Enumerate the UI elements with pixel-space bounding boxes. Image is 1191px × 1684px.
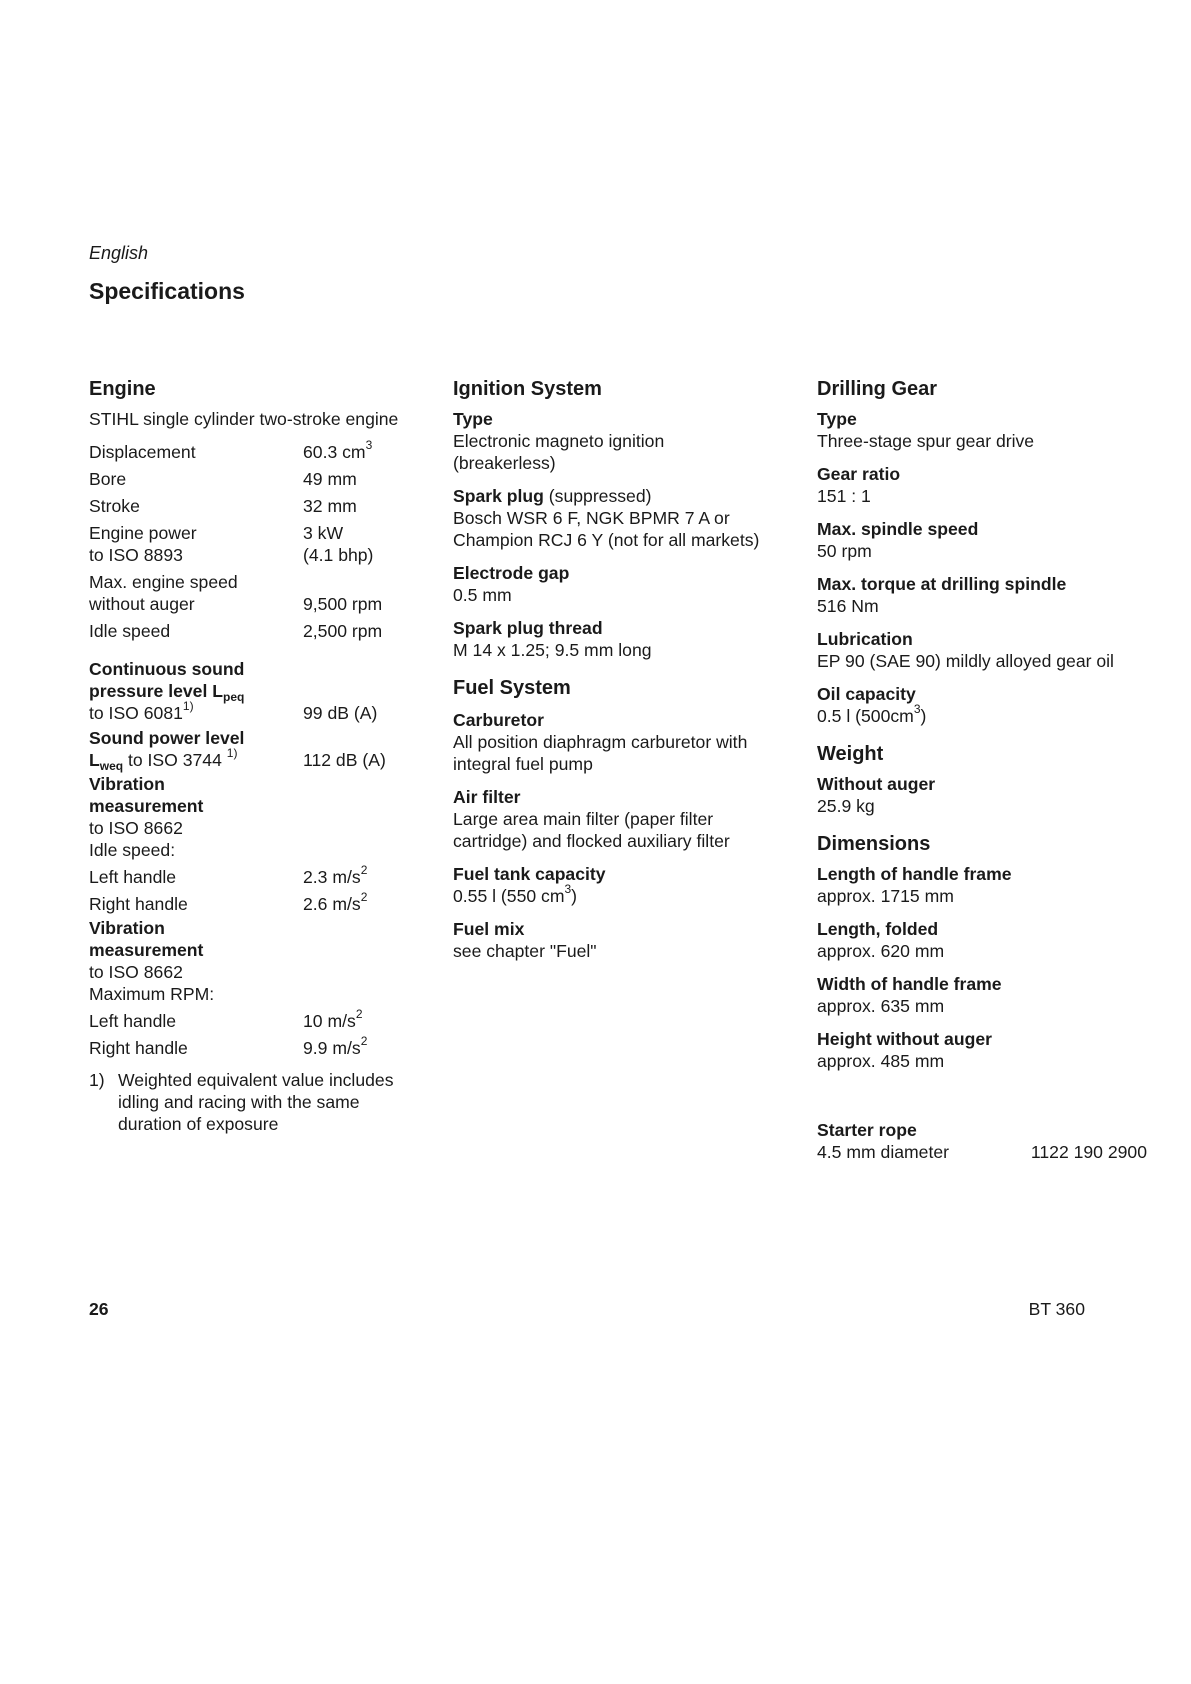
height-without-auger: Height without auger approx. 485 mm — [817, 1029, 992, 1071]
spark-plug-thread: Spark plug thread M 14 x 1.25; 9.5 mm long — [453, 618, 652, 660]
vibration-max-block: Vibration measurement to ISO 8662 Maximum RPM: Left handle 10 $m/s^2$ Right handle 9.9 $m/s^2$ — [89, 917, 429, 1059]
spark-plug: Spark plug (suppressed) Bosch WSR 6 F, NGK BPMR 7 A or Champion RCJ 6 Y (not for all markets) — [453, 486, 760, 550]
starter-rope: Starter rope 4.5 mm diameter 1122 190 2900 — [817, 1120, 1147, 1162]
page-title: Specifications — [89, 278, 245, 304]
weight-without-auger: Without auger 25.9 kg — [817, 774, 936, 816]
spec-row-displacement: Displacement 60.3 $cm^3$ — [89, 438, 373, 462]
ignition-fuel-section — [453, 376, 803, 973]
drilling-heading: Drilling Gear — [817, 378, 938, 400]
lubrication: Lubrication EP 90 (SAE 90) mildly alloyed gear oil — [817, 629, 1114, 671]
handle-frame-length: Length of handle frame approx. 1715 mm — [817, 864, 1012, 906]
spec-row-vib-idle-right: Right handle 2.6 $m/s^2$ — [89, 890, 368, 914]
engine-section — [89, 376, 429, 1135]
length-folded: Length, folded approx. 620 mm — [817, 919, 945, 961]
spec-row-sound-power: Sound power level $L_{weq}$ to ISO 3744 $^{1)}$ 112 dB (A) — [89, 728, 386, 773]
spec-row-max-speed: Max. engine speed without auger 9,500 rpm — [89, 572, 383, 614]
oil-capacity: Oil capacity 0.5 l $(500cm^3)$ — [817, 684, 927, 726]
starter-rope-diameter: 4.5 mm diameter — [817, 1142, 949, 1162]
electrode-gap: Electrode gap 0.5 mm — [453, 563, 570, 605]
gear-type: Type Three-stage spur gear drive — [817, 409, 1035, 451]
spec-row-vib-idle-left: Left handle 2.3 $m/s^2$ — [89, 863, 368, 887]
spec-row-stroke: Stroke 32 mm — [89, 496, 357, 516]
drilling-section — [817, 376, 1177, 1083]
max-spindle-speed: Max. spindle speed 50 rpm — [817, 519, 979, 561]
max-torque: Max. torque at drilling spindle 516 Nm — [817, 574, 1067, 616]
footnote: 1) Weighted equivalent value includes idling and racing with the same duration of exposure — [89, 1070, 394, 1134]
fuel-mix: Fuel mix see chapter "Fuel" — [453, 919, 597, 961]
spec-row-sound-pressure: Continuous sound pressure level $L_{peq}$ to ISO 6081$^{1)}$ 99 dB (A) — [89, 659, 378, 723]
air-filter: Air filter Large area main filter (paper filter cartridge) and flocked auxiliary filter — [453, 787, 730, 851]
weight-heading: Weight — [817, 743, 884, 765]
spec-row-idle-speed: Idle speed 2,500 rpm — [89, 621, 383, 641]
fuel-tank-capacity: Fuel tank capacity 0.55 l (550 $cm^3$) — [453, 864, 606, 906]
vibration-idle-block: Vibration measurement to ISO 8662 Idle speed: Left handle 2.3 $m/s^2$ Right handle 2.6 $m/s^2$ — [89, 773, 429, 915]
ignition-type: Type Electronic magneto ignition (breakerless) — [453, 409, 665, 473]
language-label: English — [89, 243, 149, 263]
spec-row-engine-power: Engine power to ISO 8893 3 kW (4.1 bhp) — [89, 523, 374, 565]
carburetor: Carburetor All position diaphragm carburetor with integral fuel pump — [453, 710, 748, 774]
engine-intro: STIHL single cylinder two-stroke engine — [89, 409, 399, 429]
spec-row-vib-max-right: Right handle 9.9 $m/s^2$ — [89, 1034, 368, 1058]
ignition-heading: Ignition System — [453, 378, 602, 400]
starter-rope-part-number: 1122 190 2900 — [1030, 1142, 1147, 1162]
fuel-heading: Fuel System — [453, 677, 571, 699]
model-name: BT 360 — [1028, 1299, 1085, 1319]
handle-frame-width: Width of handle frame approx. 635 mm — [817, 974, 1002, 1016]
spec-row-vib-max-left: Left handle 10 $m/s^2$ — [89, 1007, 363, 1031]
engine-heading: Engine — [89, 378, 156, 400]
page-number: 26 — [89, 1299, 109, 1319]
dimensions-heading: Dimensions — [817, 833, 931, 855]
spec-row-bore: Bore 49 mm — [89, 469, 357, 489]
gear-ratio: Gear ratio 151 : 1 — [817, 464, 901, 506]
